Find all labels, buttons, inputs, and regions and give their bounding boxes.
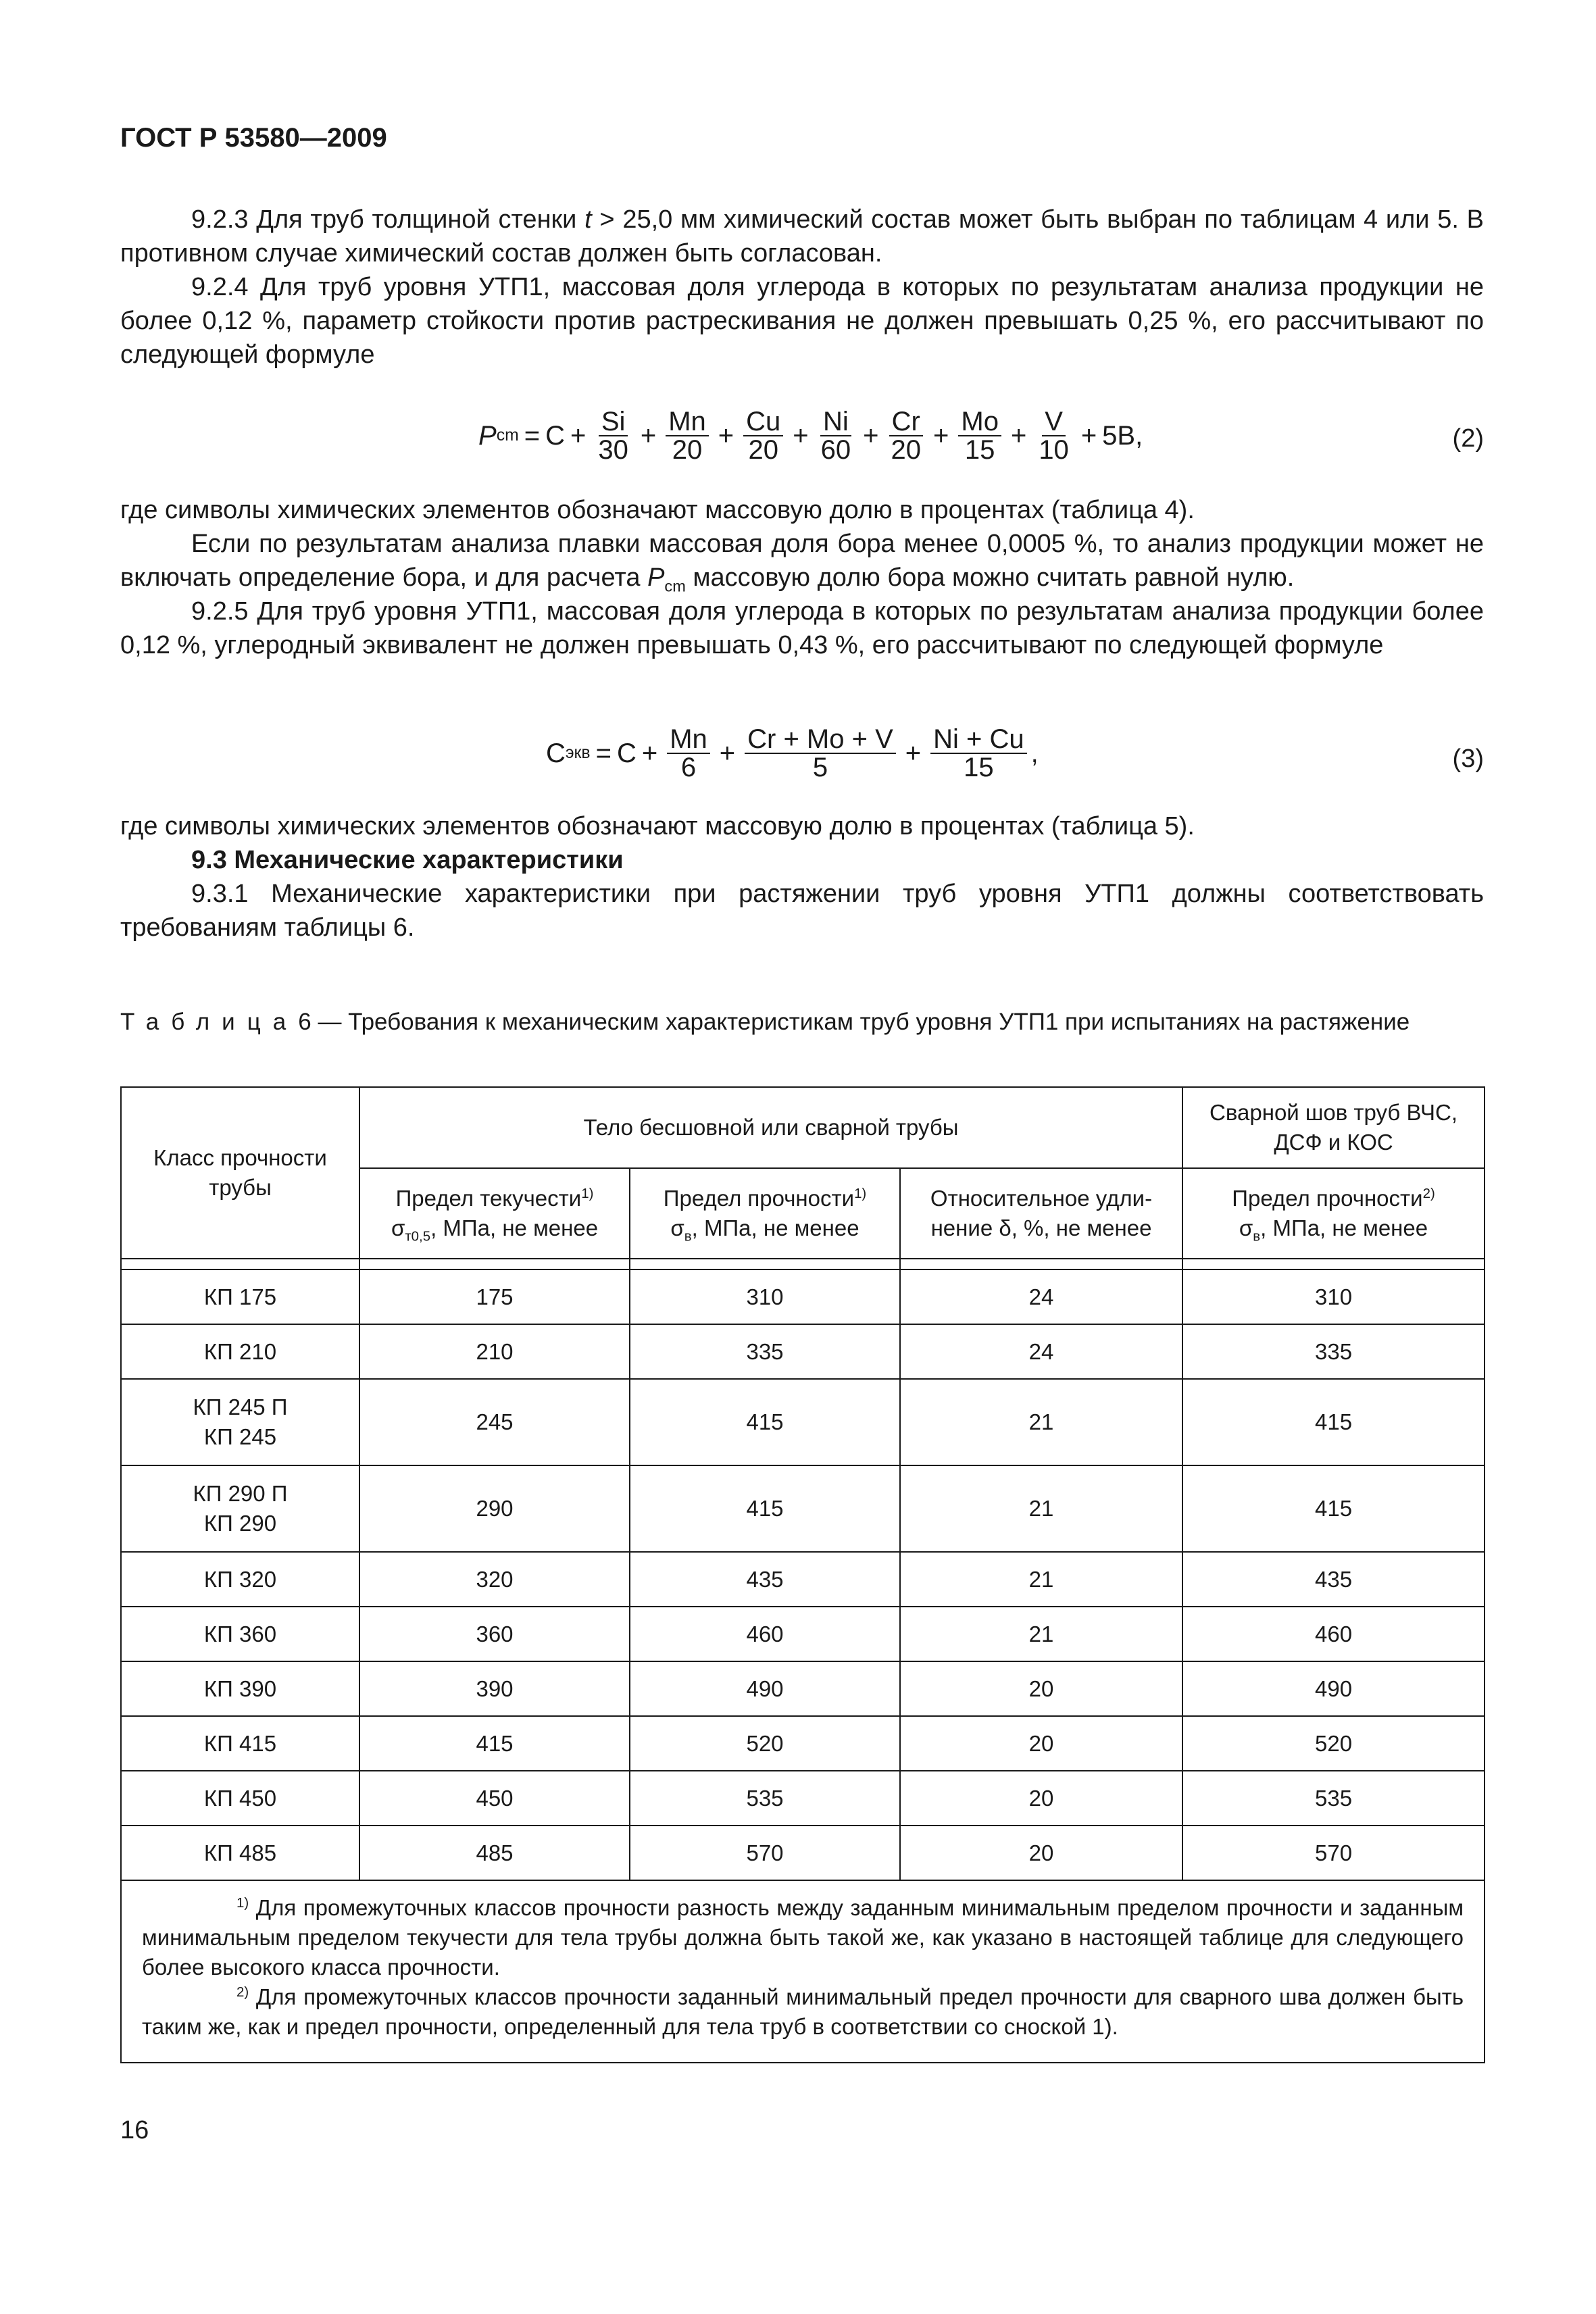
cell-yield: 415 bbox=[359, 1716, 630, 1771]
cell-class: КП 210 bbox=[121, 1324, 359, 1379]
cell-weld: 490 bbox=[1182, 1661, 1485, 1716]
cell-elong: 21 bbox=[900, 1465, 1182, 1552]
cell-weld: 520 bbox=[1182, 1716, 1485, 1771]
cell-tensile: 520 bbox=[630, 1716, 900, 1771]
paragraph-9-3-1: 9.3.1 Механические характеристики при растяжении труб уровня УТП1 должны соответствовать требованиям таблицы 6. bbox=[120, 880, 1484, 942]
cell-yield: 290 bbox=[359, 1465, 630, 1552]
table-row bbox=[121, 1716, 1485, 1771]
cell-class: КП 320 bbox=[121, 1552, 359, 1607]
cell-yield: 210 bbox=[359, 1324, 630, 1379]
cell-weld: 310 bbox=[1182, 1269, 1485, 1324]
paragraph-9-2-4: 9.2.4 Для труб уровня УТП1, массовая доля углерода в которых по результатам анализа продукции не более 0,12 %, параметр стойкости против растрескивания не должен превышать 0,25 %, его рассчитывают по следующей формуле bbox=[120, 273, 1484, 369]
cell-tensile: 535 bbox=[630, 1771, 900, 1826]
formula-3-terms: + $\frac{Mn}{6}$ + $\frac{Cr + Mo + V}{5}$ + $\frac{Ni + Cu}{15}$ bbox=[637, 726, 1031, 781]
cell-elong: 20 bbox=[900, 1771, 1182, 1826]
cell-weld: 535 bbox=[1182, 1771, 1485, 1826]
cell-weld: 415 bbox=[1182, 1379, 1485, 1465]
cell-elong: 24 bbox=[900, 1324, 1182, 1379]
footnote: $^{1)}$ Для промежуточных классов прочности разность между заданным минимальным пределом прочности и заданным минимальным пределом текучести для тела трубы должна быть такой же, как указано в настоящей таблице для следующего более высокого класса прочности. bbox=[142, 1895, 1464, 1980]
fraction: $\frac{Mn}{6}$ bbox=[667, 726, 710, 781]
footnote: $^{2)}$ Для промежуточных классов прочности заданный минимальный предел прочности для сварного шва должен быть таким же, как и предел прочности, определенный для тела труб в соответствии со сноской 1). bbox=[142, 1984, 1464, 2039]
cell-yield: 450 bbox=[359, 1771, 630, 1826]
fraction: $\frac{Mn}{20}$ bbox=[666, 408, 709, 463]
table-row bbox=[121, 1269, 1485, 1324]
cell-weld: 570 bbox=[1182, 1826, 1485, 1880]
cell-class: КП 390 bbox=[121, 1661, 359, 1716]
col-header-body: Тело бесшовной или сварной трубы bbox=[359, 1087, 1182, 1168]
col-header-class: Класс прочности трубы bbox=[121, 1087, 359, 1259]
cell-yield: 485 bbox=[359, 1826, 630, 1880]
cell-class: КП 485 bbox=[121, 1826, 359, 1880]
fraction: $\frac{Cu}{20}$ bbox=[743, 408, 783, 463]
col-header-elongation: Относительное удли- нение δ, %, не менее bbox=[900, 1168, 1182, 1259]
table-footnotes bbox=[121, 1880, 1485, 2063]
cell-class: КП 245 П КП 245 bbox=[121, 1379, 359, 1465]
cell-yield: 175 bbox=[359, 1269, 630, 1324]
cell-yield: 390 bbox=[359, 1661, 630, 1716]
cell-class: КП 175 bbox=[121, 1269, 359, 1324]
table-row bbox=[121, 1607, 1485, 1661]
cell-tensile: 435 bbox=[630, 1552, 900, 1607]
formula-3-number: (3) bbox=[1452, 745, 1484, 773]
cell-elong: 20 bbox=[900, 1826, 1182, 1880]
formula-2-terms: + $\frac{Si}{30}$ + $\frac{Mn}{20}$ + $\frac{Cu}{20}$ + $\frac{Ni}{60}$ + $\frac{Cr}{20}$ + $\frac{Mo}{15}$ + $\frac{V}{10}$ bbox=[565, 408, 1076, 463]
table-caption: Таблица6 — Требования к механическим характеристикам труб уровня УТП1 при испытаниях на растяжение bbox=[120, 1009, 1410, 1035]
cell-elong: 20 bbox=[900, 1661, 1182, 1716]
document-header: ГОСТ Р 53580—2009 bbox=[120, 123, 387, 153]
formula-2-number: (2) bbox=[1452, 424, 1484, 453]
table-row bbox=[121, 1379, 1485, 1465]
table-row bbox=[121, 1771, 1485, 1826]
fraction: $\frac{Cr + Mo + V}{5}$ bbox=[745, 726, 896, 781]
cell-elong: 21 bbox=[900, 1379, 1182, 1465]
fraction: $\frac{V}{10}$ bbox=[1039, 407, 1069, 465]
cell-tensile: 310 bbox=[630, 1269, 900, 1324]
col-header-yield: Предел текучести$^{1)}$ $\sigma_{т0,5}$, МПа, не менее bbox=[359, 1168, 630, 1259]
cell-elong: 20 bbox=[900, 1716, 1182, 1771]
col-header-tensile: Предел прочности$^{1)}$ $\sigma_в$, МПа, не менее bbox=[630, 1168, 900, 1259]
paragraph-where-1: где символы химических элементов обозначают массовую долю в процентах (таблица 4). bbox=[120, 496, 1195, 524]
cell-tensile: 335 bbox=[630, 1324, 900, 1379]
table-row bbox=[121, 1552, 1485, 1607]
cell-weld: 435 bbox=[1182, 1552, 1485, 1607]
fraction: $\frac{Cr}{20}$ bbox=[889, 408, 924, 463]
fraction: $\frac{Ni + Cu}{15}$ bbox=[930, 726, 1027, 781]
cell-tensile: 570 bbox=[630, 1826, 900, 1880]
paragraph-boron: Если по результатам анализа плавки массовая доля бора менее 0,0005 %, то анализ продукции может не включать определение бора, и для расчета $P_{cm}$ массовую долю бора можно считать равной нулю. bbox=[120, 530, 1484, 595]
page-number: 16 bbox=[120, 2116, 149, 2144]
cell-elong: 21 bbox=[900, 1552, 1182, 1607]
cell-tensile: 490 bbox=[630, 1661, 900, 1716]
col-header-weld: Сварной шов труб ВЧС, ДСФ и КОС bbox=[1182, 1087, 1485, 1168]
section-heading-9-3: 9.3 Механические характеристики bbox=[191, 846, 624, 874]
cell-elong: 21 bbox=[900, 1607, 1182, 1661]
cell-weld: 415 bbox=[1182, 1465, 1485, 1552]
cell-tensile: 415 bbox=[630, 1379, 900, 1465]
cell-class: КП 450 bbox=[121, 1771, 359, 1826]
fraction: $\frac{Ni}{60}$ bbox=[820, 407, 851, 465]
cell-yield: 360 bbox=[359, 1607, 630, 1661]
fraction: $\frac{Si}{30}$ bbox=[598, 407, 628, 465]
var-t: t bbox=[584, 205, 592, 234]
cell-tensile: 415 bbox=[630, 1465, 900, 1552]
paragraph-9-2-3: 9.2.3 Для труб толщиной стенки t > 25,0 мм химический состав может быть выбран по таблицам 4 или 5. В противном случае химический состав должен быть согласован. bbox=[120, 205, 1484, 268]
cell-yield: 245 bbox=[359, 1379, 630, 1465]
cell-class: КП 360 bbox=[121, 1607, 359, 1661]
cell-weld: 335 bbox=[1182, 1324, 1485, 1379]
table-row bbox=[121, 1826, 1485, 1880]
paragraph-9-2-5: 9.2.5 Для труб уровня УТП1, массовая доля углерода в которых по результатам анализа продукции более 0,12 %, углеродный эквивалент не должен превышать 0,43 %, его рассчитывают по следующей формуле bbox=[120, 597, 1484, 659]
cell-elong: 24 bbox=[900, 1269, 1182, 1324]
table-6 bbox=[120, 1086, 1485, 2063]
cell-yield: 320 bbox=[359, 1552, 630, 1607]
paragraph-where-2: где символы химических элементов обозначают массовую долю в процентах (таблица 5). bbox=[120, 812, 1195, 840]
table-body bbox=[121, 1259, 1485, 1880]
cell-tensile: 460 bbox=[630, 1607, 900, 1661]
fraction: $\frac{Mo}{15}$ bbox=[958, 408, 1001, 463]
col-header-weld-tensile: Предел прочности$^{2)}$ $\sigma_в$, МПа, не менее bbox=[1182, 1168, 1485, 1259]
cell-weld: 460 bbox=[1182, 1607, 1485, 1661]
table-row bbox=[121, 1465, 1485, 1552]
cell-class: КП 415 bbox=[121, 1716, 359, 1771]
formula-2: P cm = C + $\frac{Si}{30}$ + $\frac{Mn}{20}$ + $\frac{Cu}{20}$ + $\frac{Ni}{60}$ + $\frac{Cr}{20}$ + $\frac{Mo}{15}$ + $\frac{V}{10}$ + 5B, bbox=[478, 407, 1143, 465]
cell-class: КП 290 П КП 290 bbox=[121, 1465, 359, 1552]
formula-3: C экв = C + $\frac{Mn}{6}$ + $\frac{Cr + Mo + V}{5}$ + $\frac{Ni + Cu}{15}$ , bbox=[546, 724, 1039, 782]
table-row bbox=[121, 1324, 1485, 1379]
table-row bbox=[121, 1661, 1485, 1716]
